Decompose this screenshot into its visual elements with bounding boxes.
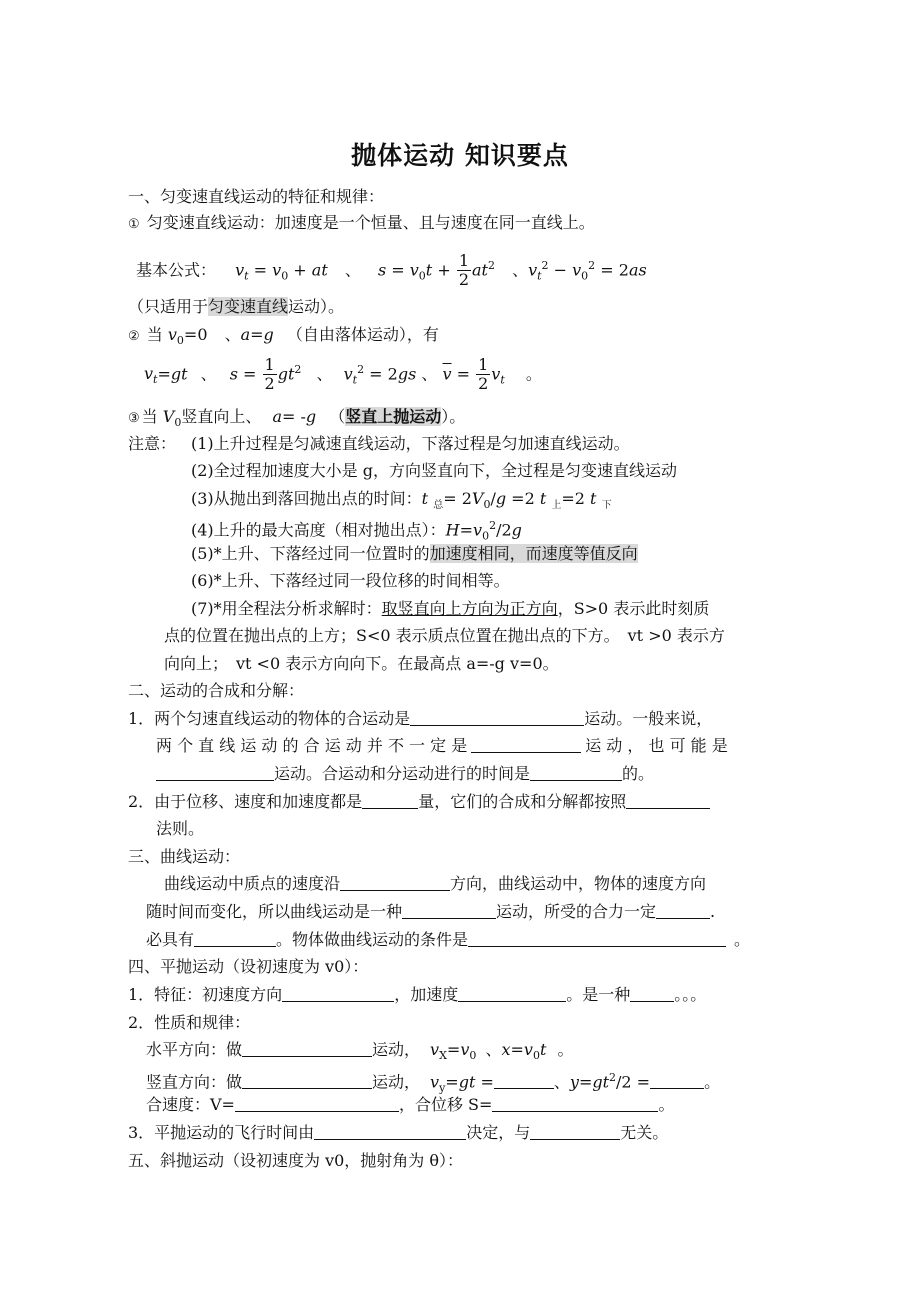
notice-7: (7)*用全程法分析求解时：取竖直向上方向为正方向，S>0 表示此时刻质 bbox=[191, 599, 710, 618]
fill-blank bbox=[402, 902, 496, 919]
section-3-heading: 三、曲线运动： bbox=[128, 847, 241, 866]
question-2-line-1: 2．由于位移、速度和加速度都是 量，它们的合成和分解都按照 bbox=[128, 791, 710, 813]
question-1-line-3: 运动。合运动和分运动进行的时间是 的。 bbox=[156, 763, 654, 785]
section-3-line-1: 曲线运动中质点的速度沿 方向，曲线运动中，物体的速度方向 bbox=[164, 874, 707, 893]
notice-5: (5)*上升、下落经过同一位置时的加速度相同，而速度等值反向 bbox=[191, 544, 638, 563]
notice-2: (2)全过程加速度大小是 g，方向竖直向下，全过程是匀变速直线运动 bbox=[191, 461, 677, 480]
section-1-item-3: ③ 当 $V_0$竖直向上、 a= -g （竖直上抛运动）。 bbox=[128, 407, 466, 430]
section-1-item-1: ① 匀变速直线运动：加速度是一个恒量、且与速度在同一直线上。 bbox=[128, 213, 595, 232]
question-1-line-2: 两 个 直 线 运 动 的 合 运 动 并 不 一 定 是 运 动 ， 也 可 能 是 bbox=[156, 736, 728, 755]
basic-formulas: 基本公式： $v_t = v_0$ + at 、 $s = v_0t$ + $\frac{1}{2}$ $at^2$ 、$v_t^2 - v_0^2 = 2as$ bbox=[136, 251, 647, 290]
section-3-line-2: 随时间而变化，所以曲线运动是一种 运动，所受的合力一定 . bbox=[146, 902, 716, 921]
fill-blank bbox=[282, 985, 394, 1002]
highlight-text: 匀变速直线 bbox=[208, 297, 289, 316]
notice-7-line-2: 点的位置在抛出点的上方；S<0 表示质点位置在抛出点的下方。 vt >0 表示方 bbox=[164, 626, 725, 645]
notice-3: (3)从抛出到落回抛出点的时间：t $_总= 2V_0/g =2$ t $_上$=2 t $_下$ bbox=[191, 489, 612, 512]
fill-blank bbox=[235, 1095, 399, 1112]
notice-label: 注意： bbox=[128, 434, 177, 453]
fill-blank bbox=[494, 1072, 554, 1089]
section-3-line-3: 必具有 。物体做曲线运动的条件是 。 bbox=[146, 930, 751, 949]
section-4-heading: 四、平抛运动（设初速度为 v0）： bbox=[128, 957, 369, 976]
notice-1: (1)上升过程是匀减速直线运动，下落过程是匀加速直线运动。 bbox=[191, 434, 630, 453]
fill-blank bbox=[656, 902, 710, 919]
highlight-text: 竖直上抛运动 bbox=[345, 407, 442, 426]
circled-number-2: ② bbox=[128, 329, 140, 344]
fill-blank bbox=[530, 764, 622, 781]
combined-velocity: 合速度：V= ，合位移 S= 。 bbox=[146, 1095, 675, 1114]
question-2-line-2: 法则。 bbox=[156, 819, 205, 838]
highlight-text: 加速度相同，而速度等值反向 bbox=[429, 544, 638, 563]
section-5-heading: 五、斜抛运动（设初速度为 v0，抛射角为 θ）： bbox=[128, 1151, 464, 1170]
projectile-item-1: 1．特征：初速度方向 ，加速度 。是一种 。。。 bbox=[128, 985, 707, 1004]
formula-note: （只适用于匀变速直线运动）。 bbox=[128, 297, 345, 316]
fill-blank bbox=[242, 1040, 372, 1057]
vertical-direction: 竖直方向：做 运动， $v_y=gt$ = 、$y=gt^2/2$ = 。 bbox=[146, 1071, 721, 1095]
circled-number-3: ③ bbox=[128, 411, 140, 426]
notice-4: (4)上升的最大高度（相对抛出点）：$H=v_0^2/2g$ bbox=[191, 519, 522, 543]
fill-blank bbox=[410, 709, 584, 726]
section-1-heading: 一、匀变速直线运动的特征和规律： bbox=[128, 187, 385, 206]
fill-blank bbox=[194, 930, 276, 947]
question-1-line-1: 1．两个匀速直线运动的物体的合运动是 运动。一般来说， bbox=[128, 709, 713, 728]
fill-blank bbox=[458, 985, 566, 1002]
fill-blank bbox=[362, 792, 418, 809]
fill-blank bbox=[626, 792, 710, 809]
projectile-item-2: 2．性质和规律： bbox=[128, 1013, 251, 1032]
fill-blank bbox=[492, 1095, 658, 1112]
horizontal-direction: 水平方向：做 运动， $v_X=v_0$ 、$x=v_0t$ 。 bbox=[146, 1040, 574, 1063]
projectile-item-3: 3．平抛运动的飞行时间由 决定，与 无关。 bbox=[128, 1123, 669, 1142]
circled-number-1: ① bbox=[128, 217, 140, 232]
underlined-text: 取竖直向上方向为正方向 bbox=[381, 599, 558, 618]
fill-blank bbox=[471, 736, 581, 753]
fill-blank bbox=[650, 1072, 704, 1089]
fill-blank bbox=[630, 985, 674, 1002]
notice-6: (6)*上升、下落经过同一段位移的时间相等。 bbox=[191, 571, 510, 590]
fill-blank bbox=[156, 764, 274, 781]
free-fall-formulas: $v_t=gt$ 、 s = $\frac{1}{2}$ $gt^2$ 、 $v_t^2 = 2gs$ 、 $\overline{v}$ = $\frac{1}{2}$ $v_t$ 。 bbox=[144, 355, 542, 394]
page-title: 抛体运动 知识要点 bbox=[351, 141, 569, 170]
fill-blank bbox=[530, 1123, 620, 1140]
section-2-heading: 二、运动的合成和分解： bbox=[128, 681, 305, 700]
section-1-item-2: ② 当 $v_0=0$ 、a=g （自由落体运动），有 bbox=[128, 325, 439, 348]
fill-blank bbox=[340, 874, 450, 891]
notice-7-line-3: 向向上； vt <0 表示方向向下。在最高点 a=-g v=0。 bbox=[164, 654, 559, 673]
fill-blank bbox=[242, 1072, 372, 1089]
fill-blank bbox=[468, 930, 726, 947]
fill-blank bbox=[314, 1123, 466, 1140]
